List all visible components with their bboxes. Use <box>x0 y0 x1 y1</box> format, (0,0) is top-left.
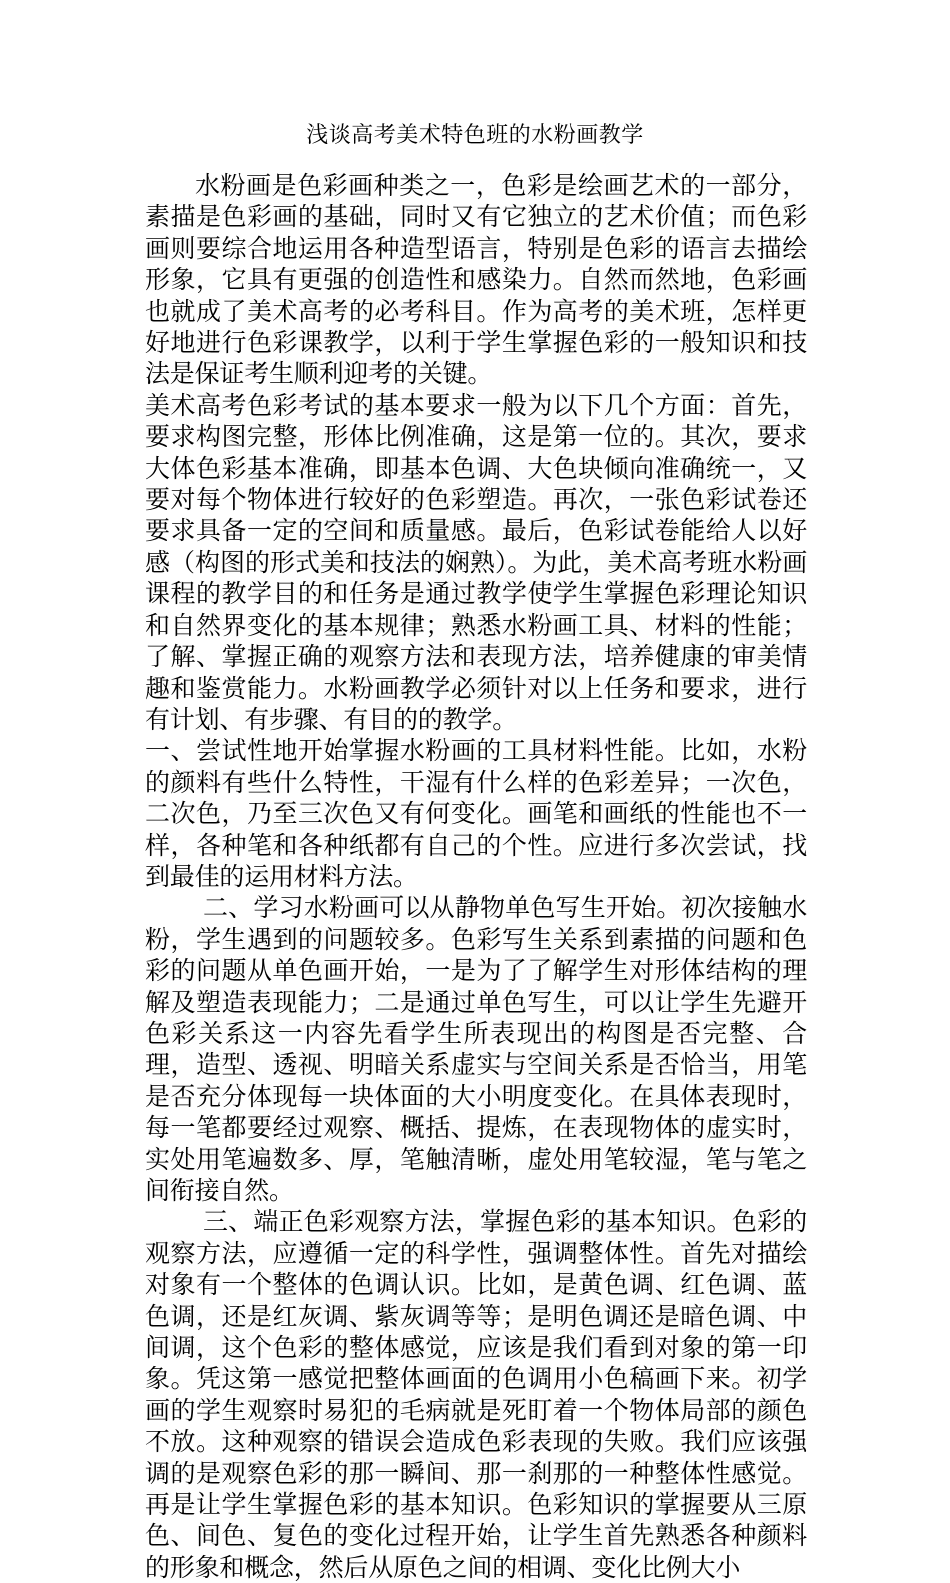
document-body <box>145 170 807 1583</box>
paragraph-intro: 水粉画是色彩画种类之一，色彩是绘画艺术的一部分，素描是色彩画的基础，同时又有它独立的艺术价值；而色彩画则要综合地运用各种造型语言，特别是色彩的语言去描绘形象，它具有更强的创造性和感染力。自然而然地，色彩画也就成了美术高考的必考科目。作为高考的美术班，怎样更好地进行色彩课教学，以利于学生掌握色彩的一般知识和技法是保证考生顺利迎考的关键。 <box>145 171 807 389</box>
paragraph-requirements: 美术高考色彩考试的基本要求一般为以下几个方面：首先，要求构图完整，形体比例准确，这是第一位的。其次，要求大体色彩基本准确，即基本色调、大色块倾向准确统一，又要对每个物体进行较好的色彩塑造。再次，一张色彩试卷还要求具备一定的空间和质量感。最后，色彩试卷能给人以好感（构图的形式美和技法的娴熟）。为此，美术高考班水粉画课程的教学目的和任务是通过教学使学生掌握色彩理论知识和自然界变化的基本规律；熟悉水粉画工具、材料的性能；了解、掌握正确的观察方法和表现方法，培养健康的审美情趣和鉴赏能力。水粉画教学必须针对以上任务和要求，进行有计划、有步骤、有目的的教学。 <box>145 390 807 734</box>
paragraph-section-3: 三、端正色彩观察方法，掌握色彩的基本知识。色彩的观察方法，应遵循一定的科学性，强调整体性。首先对描绘对象有一个整体的色调认识。比如，是黄色调、红色调、蓝色调，还是红灰调、紫灰调等等；是明色调还是暗色调、中间调，这个色彩的整体感觉，应该是我们看到对象的第一印象。凭这第一感觉把整体画面的色调用小色稿画下来。初学画的学生观察时易犯的毛病就是死盯着一个物体局部的颜色不放。这种观察的错误会造成色彩表现的失败。我们应该强调的是观察色彩的那一瞬间、那一刹那的一种整体性感觉。再是让学生掌握色彩的基本知识。色彩知识的掌握要从三原色、间色、复色的变化过程开始，让学生首先熟悉各种颜料的形象和概念，然后从原色之间的相调、变化比例大小 <box>145 1207 807 1582</box>
document-title: 浅谈高考美术特色班的水粉画教学 <box>306 123 644 148</box>
paragraph-section-1: 一、尝试性地开始掌握水粉画的工具材料性能。比如，水粉的颜料有些什么特性，干湿有什么样的色彩差异；一次色，二次色，乃至三次色又有何变化。画笔和画纸的性能也不一样，各种笔和各种纸都有自己的个性。应进行多次尝试，找到最佳的运用材料方法。 <box>145 736 807 891</box>
paragraph-section-2: 二、学习水粉画可以从静物单色写生开始。初次接触水粉，学生遇到的问题较多。色彩写生关系到素描的问题和色彩的问题从单色画开始，一是为了了解学生对形体结构的理解及塑造表现能力；二是通过单色写生，可以让学生先避开色彩关系这一内容先看学生所表现出的构图是否完整、合理，造型、透视、明暗关系虚实与空间关系是否恰当，用笔是否充分体现每一块体面的大小明度变化。在具体表现时，每一笔都要经过观察、概括、提炼，在表现物体的虚实时，实处用笔遍数多、厚，笔触清晰，虚处用笔较湿，笔与笔之间衔接自然。 <box>145 893 807 1205</box>
